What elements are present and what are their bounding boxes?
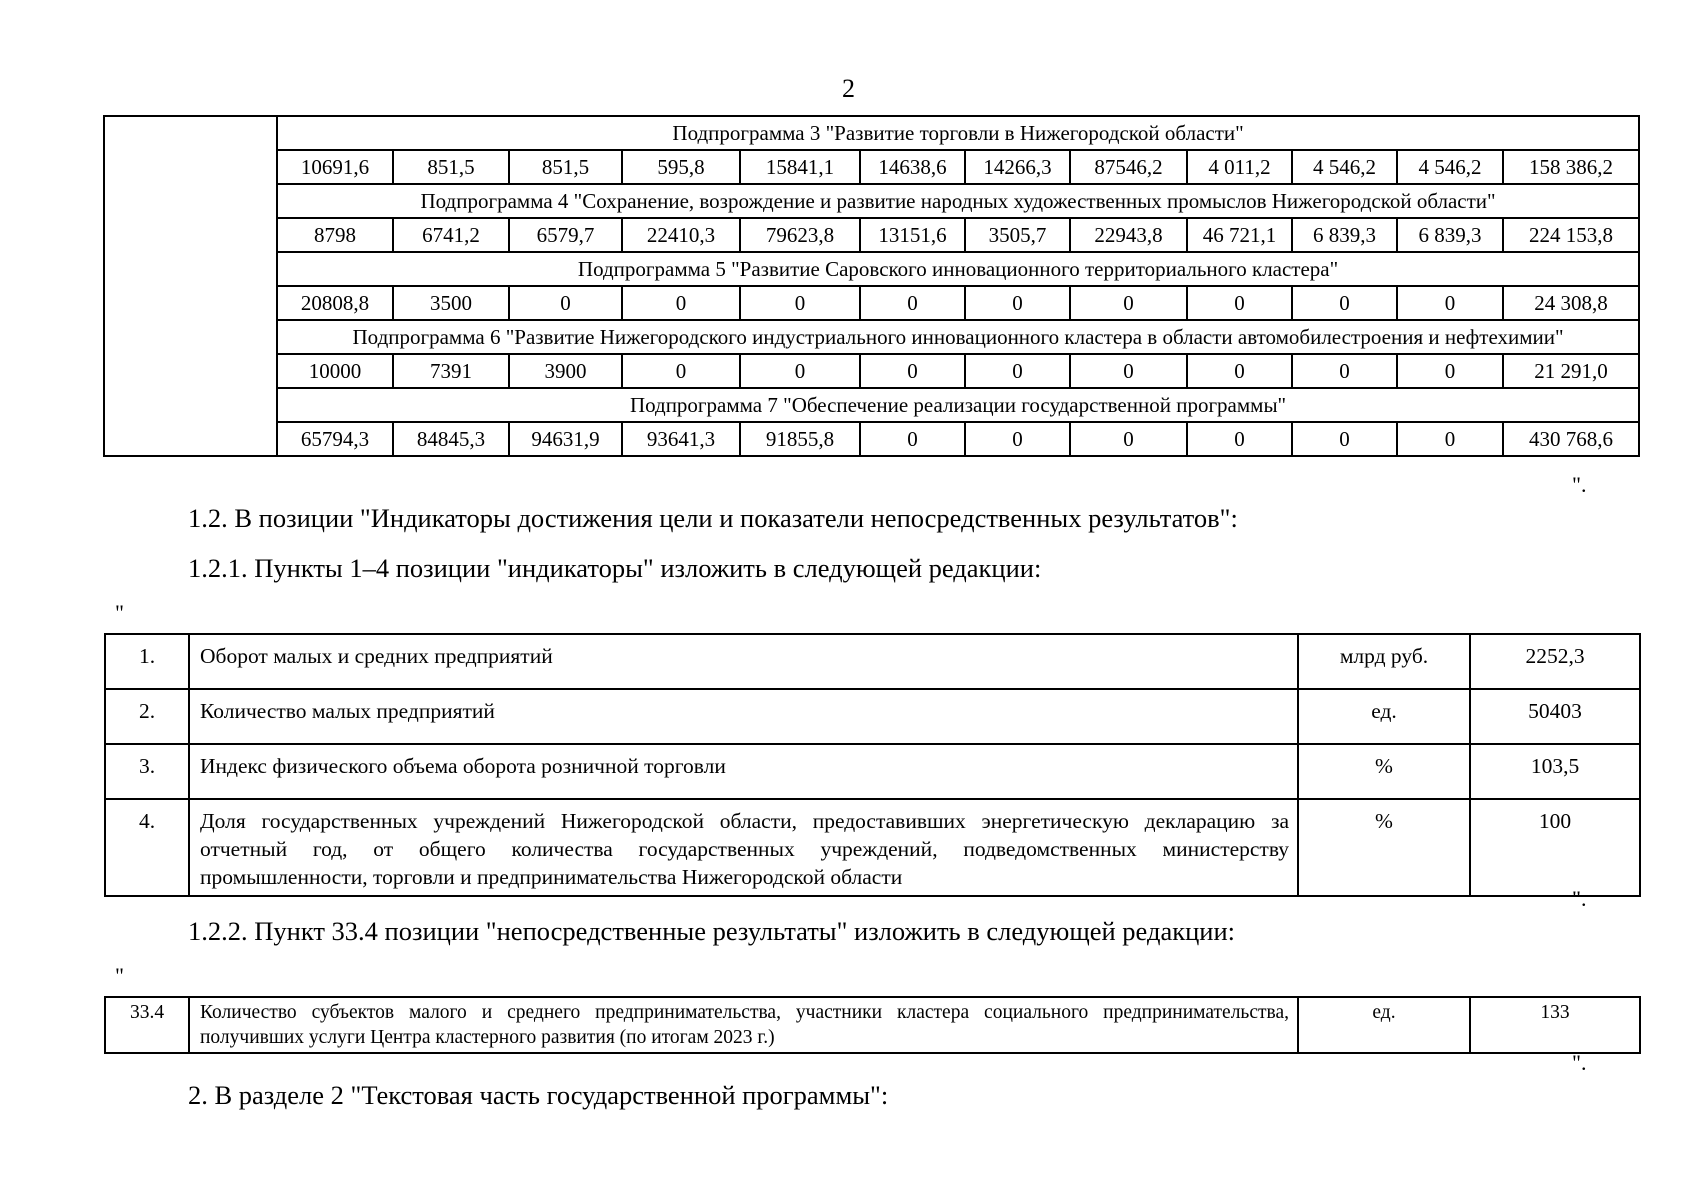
value-cell: 0 — [740, 286, 860, 320]
value-cell: 7391 — [393, 354, 509, 388]
value-cell: 0 — [1070, 354, 1187, 388]
value-cell: 22943,8 — [1070, 218, 1187, 252]
item-value: 2252,3 — [1470, 634, 1640, 689]
value-cell: 6579,7 — [509, 218, 622, 252]
subprogram-title: Подпрограмма 3 "Развитие торговли в Нижегородской области" — [277, 116, 1639, 150]
value-cell: 22410,3 — [622, 218, 740, 252]
value-cell: 14266,3 — [965, 150, 1070, 184]
value-cell: 0 — [1187, 422, 1292, 456]
closing-quote: ". — [1572, 886, 1587, 911]
opening-quote: " — [115, 963, 124, 988]
item-text: Количество субъектов малого и среднего предпринимательства, участники кластера социального предпринимательства, получивших услуги Центра кластерного развития (по итогам 2023 г.) — [189, 997, 1298, 1053]
value-cell: 0 — [622, 286, 740, 320]
value-cell: 0 — [1292, 354, 1397, 388]
value-cell: 3505,7 — [965, 218, 1070, 252]
subprogram-title-row — [104, 320, 1639, 354]
item-unit: % — [1298, 799, 1470, 896]
subprogram-title-row — [104, 116, 1639, 150]
value-cell: 3500 — [393, 286, 509, 320]
item-unit: ед. — [1298, 997, 1470, 1053]
value-cell: 14638,6 — [860, 150, 965, 184]
item-number: 3. — [105, 744, 189, 799]
blank-column — [104, 116, 277, 456]
indicators-table — [104, 633, 1641, 897]
value-cell: 0 — [965, 286, 1070, 320]
value-cell: 46 721,1 — [1187, 218, 1292, 252]
value-cell: 94631,9 — [509, 422, 622, 456]
closing-quote: ". — [1572, 1050, 1587, 1075]
paragraph-1-2: 1.2. В позиции "Индикаторы достижения цели и показатели непосредственных результатов": — [188, 503, 1238, 533]
paragraph-1-2-2: 1.2.2. Пункт 33.4 позиции "непосредственные результаты" изложить в следующей редакции: — [188, 916, 1235, 946]
subprogram-title: Подпрограмма 6 "Развитие Нижегородского индустриального инновационного кластера в области автомобилестроения и нефтехимии" — [277, 320, 1639, 354]
value-cell: 84845,3 — [393, 422, 509, 456]
item-value: 100 — [1470, 799, 1640, 896]
value-cell: 0 — [860, 422, 965, 456]
value-cell: 0 — [1292, 422, 1397, 456]
value-cell: 0 — [860, 286, 965, 320]
value-cell: 4 546,2 — [1292, 150, 1397, 184]
subprogram-values-row — [104, 354, 1639, 388]
value-cell: 0 — [1070, 422, 1187, 456]
value-cell: 4 546,2 — [1397, 150, 1503, 184]
value-cell: 65794,3 — [277, 422, 393, 456]
value-cell: 851,5 — [393, 150, 509, 184]
value-cell: 20808,8 — [277, 286, 393, 320]
subprogram-values-row — [104, 150, 1639, 184]
subprogram-title: Подпрограмма 4 "Сохранение, возрождение и развитие народных художественных промыслов Нижегородской области" — [277, 184, 1639, 218]
value-cell: 0 — [509, 286, 622, 320]
value-cell: 6741,2 — [393, 218, 509, 252]
value-cell: 8798 — [277, 218, 393, 252]
paragraph-1-2-1: 1.2.1. Пункты 1–4 позиции "индикаторы" изложить в следующей редакции: — [188, 553, 1042, 583]
value-cell: 3900 — [509, 354, 622, 388]
value-cell: 15841,1 — [740, 150, 860, 184]
value-cell: 91855,8 — [740, 422, 860, 456]
value-cell: 430 768,6 — [1503, 422, 1639, 456]
item-text: Доля государственных учреждений Нижегородской области, предоставивших энергетическую декларацию за отчетный год, от общего количества государственных учреждений, подведомственных министерству промышленности, торговли и предпринимательства Нижегородской области — [189, 799, 1298, 896]
value-cell: 0 — [1292, 286, 1397, 320]
value-cell: 0 — [1187, 354, 1292, 388]
table-row — [105, 689, 1640, 744]
item-number: 2. — [105, 689, 189, 744]
results-table — [104, 996, 1641, 1054]
value-cell: 10691,6 — [277, 150, 393, 184]
value-cell: 79623,8 — [740, 218, 860, 252]
item-unit: млрд руб. — [1298, 634, 1470, 689]
value-cell: 0 — [1187, 286, 1292, 320]
paragraph-2: 2. В разделе 2 "Текстовая часть государственной программы": — [188, 1080, 889, 1110]
value-cell: 158 386,2 — [1503, 150, 1639, 184]
table-row — [105, 997, 1640, 1053]
item-unit: % — [1298, 744, 1470, 799]
value-cell: 0 — [965, 354, 1070, 388]
value-cell: 4 011,2 — [1187, 150, 1292, 184]
item-number: 1. — [105, 634, 189, 689]
subprogram-values-row — [104, 422, 1639, 456]
value-cell: 10000 — [277, 354, 393, 388]
item-value: 133 — [1470, 997, 1640, 1053]
value-cell: 21 291,0 — [1503, 354, 1639, 388]
finance-table — [103, 115, 1640, 457]
subprogram-values-row — [104, 286, 1639, 320]
value-cell: 93641,3 — [622, 422, 740, 456]
value-cell: 0 — [1397, 422, 1503, 456]
closing-quote: ". — [1572, 472, 1587, 497]
item-text: Оборот малых и средних предприятий — [189, 634, 1298, 689]
value-cell: 6 839,3 — [1292, 218, 1397, 252]
table-row — [105, 634, 1640, 689]
item-value: 50403 — [1470, 689, 1640, 744]
value-cell: 0 — [622, 354, 740, 388]
value-cell: 224 153,8 — [1503, 218, 1639, 252]
value-cell: 87546,2 — [1070, 150, 1187, 184]
value-cell: 595,8 — [622, 150, 740, 184]
item-text: Индекс физического объема оборота розничной торговли — [189, 744, 1298, 799]
subprogram-title-row — [104, 252, 1639, 286]
value-cell: 24 308,8 — [1503, 286, 1639, 320]
subprogram-values-row — [104, 218, 1639, 252]
value-cell: 0 — [740, 354, 860, 388]
table-row — [105, 799, 1640, 896]
item-unit: ед. — [1298, 689, 1470, 744]
item-number: 4. — [105, 799, 189, 896]
subprogram-title-row — [104, 388, 1639, 422]
value-cell: 0 — [1397, 354, 1503, 388]
value-cell: 6 839,3 — [1397, 218, 1503, 252]
table-row — [105, 744, 1640, 799]
item-text: Количество малых предприятий — [189, 689, 1298, 744]
value-cell: 0 — [1397, 286, 1503, 320]
value-cell: 0 — [1070, 286, 1187, 320]
page-number: 2 — [842, 74, 855, 103]
item-value: 103,5 — [1470, 744, 1640, 799]
value-cell: 0 — [860, 354, 965, 388]
value-cell: 851,5 — [509, 150, 622, 184]
subprogram-title-row — [104, 184, 1639, 218]
value-cell: 0 — [965, 422, 1070, 456]
subprogram-title: Подпрограмма 7 "Обеспечение реализации государственной программы" — [277, 388, 1639, 422]
opening-quote: " — [115, 600, 124, 625]
subprogram-title: Подпрограмма 5 "Развитие Саровского инновационного территориального кластера" — [277, 252, 1639, 286]
item-number: 33.4 — [105, 997, 189, 1053]
value-cell: 13151,6 — [860, 218, 965, 252]
